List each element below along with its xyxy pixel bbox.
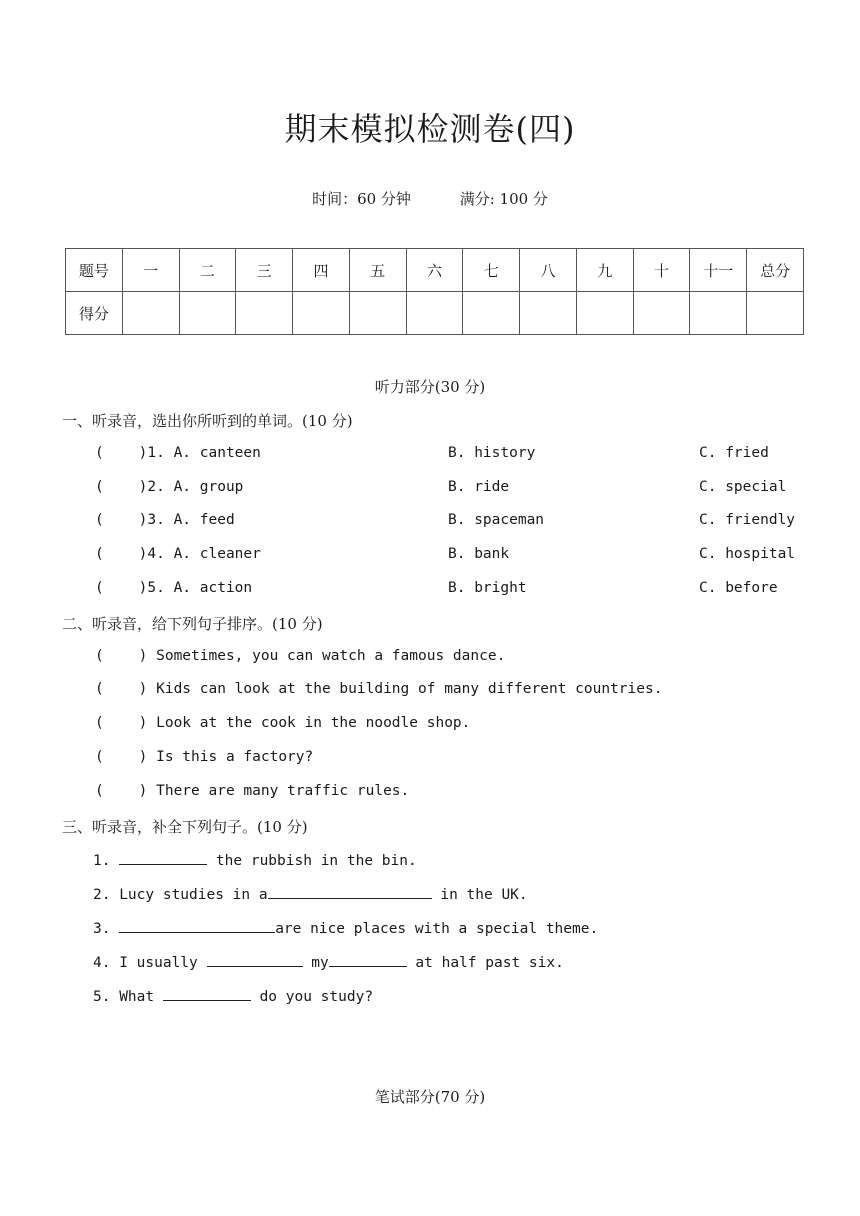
part1-option-c: C. fried bbox=[699, 445, 769, 461]
part1-option-c: C. hospital bbox=[699, 546, 796, 562]
sentence-text: at half past six. bbox=[406, 955, 564, 971]
part1-option-b: B. history bbox=[448, 445, 536, 461]
sentence-text: 3. bbox=[93, 921, 120, 937]
answer-blank[interactable] bbox=[119, 918, 275, 933]
part2-sentence: ( ) Sometimes, you can watch a famous dance. bbox=[95, 648, 506, 664]
part1-option-c: C. special bbox=[699, 479, 787, 495]
score-cell[interactable] bbox=[293, 292, 350, 335]
part3-sentence-3 bbox=[93, 918, 598, 937]
score-header-cell: 六 bbox=[406, 249, 463, 292]
sentence-text: do you study? bbox=[250, 989, 374, 1005]
sentence-text: in the UK. bbox=[431, 887, 528, 903]
part1-option-b: B. spaceman bbox=[448, 512, 545, 528]
score-cell[interactable] bbox=[349, 292, 406, 335]
score-table-score-row bbox=[66, 292, 804, 335]
sentence-text: 4. I usually bbox=[93, 955, 207, 971]
part1-item-number: ( )2. A. group bbox=[95, 479, 244, 495]
score-cell[interactable] bbox=[690, 292, 747, 335]
part2-heading: 二、听录音，给下列句子排序。(10 分) bbox=[62, 615, 323, 633]
time-limit: 时间：60 分钟 bbox=[312, 190, 411, 208]
score-cell[interactable] bbox=[747, 292, 804, 335]
part3-sentence-2 bbox=[93, 884, 528, 903]
part2-sentence: ( ) Kids can look at the building of many different countries. bbox=[95, 681, 663, 697]
part2-sentence: ( ) Is this a factory? bbox=[95, 749, 314, 765]
score-header-cell: 四 bbox=[293, 249, 350, 292]
score-table-header-row bbox=[66, 249, 804, 292]
writing-section-title: 笔试部分(70 分) bbox=[374, 1088, 486, 1106]
score-cell[interactable] bbox=[520, 292, 577, 335]
sentence-text: 5. What bbox=[93, 989, 163, 1005]
sentence-text: 2. Lucy studies in a bbox=[93, 887, 268, 903]
full-score: 满分: 100 分 bbox=[459, 190, 548, 208]
score-cell[interactable] bbox=[122, 292, 179, 335]
part1-item-number: ( )4. A. cleaner bbox=[95, 546, 261, 562]
part3-sentence-1 bbox=[93, 850, 417, 869]
part1-option-b: B. bank bbox=[448, 546, 510, 562]
sentence-text: the rubbish in the bin. bbox=[207, 853, 417, 869]
score-cell[interactable] bbox=[633, 292, 690, 335]
part1-item-number: ( )1. A. canteen bbox=[95, 445, 261, 461]
part1-item-number: ( )5. A. action bbox=[95, 580, 253, 596]
part3-sentence-4 bbox=[93, 952, 564, 971]
sentence-text: 1. bbox=[93, 853, 120, 869]
score-header-cell: 七 bbox=[463, 249, 520, 292]
score-cell[interactable] bbox=[236, 292, 293, 335]
score-header-cell: 九 bbox=[576, 249, 633, 292]
score-row-label: 得分 bbox=[66, 292, 123, 335]
score-cell[interactable] bbox=[406, 292, 463, 335]
score-header-cell: 五 bbox=[349, 249, 406, 292]
listening-section-title: 听力部分(30 分) bbox=[374, 378, 486, 396]
answer-blank[interactable] bbox=[207, 952, 303, 967]
score-header-cell: 十一 bbox=[690, 249, 747, 292]
part3-heading: 三、听录音，补全下列句子。(10 分) bbox=[62, 818, 308, 836]
score-cell[interactable] bbox=[179, 292, 236, 335]
part3-sentence-5 bbox=[93, 986, 373, 1005]
score-header-cell: 题号 bbox=[66, 249, 123, 292]
answer-blank[interactable] bbox=[268, 884, 432, 899]
exam-title: 期末模拟检测卷(四) bbox=[284, 110, 576, 148]
answer-blank[interactable] bbox=[119, 850, 207, 865]
score-header-cell: 一 bbox=[122, 249, 179, 292]
score-header-cell: 三 bbox=[236, 249, 293, 292]
score-header-cell: 二 bbox=[179, 249, 236, 292]
exam-meta bbox=[0, 188, 860, 209]
score-cell[interactable] bbox=[463, 292, 520, 335]
part1-option-c: C. before bbox=[699, 580, 778, 596]
score-header-cell: 八 bbox=[520, 249, 577, 292]
score-cell[interactable] bbox=[576, 292, 633, 335]
part1-option-c: C. friendly bbox=[699, 512, 796, 528]
answer-blank[interactable] bbox=[329, 952, 407, 967]
sentence-text: are nice places with a special theme. bbox=[275, 921, 599, 937]
part1-item-number: ( )3. A. feed bbox=[95, 512, 235, 528]
score-table bbox=[65, 248, 804, 335]
score-header-cell: 总分 bbox=[747, 249, 804, 292]
score-header-cell: 十 bbox=[633, 249, 690, 292]
part2-sentence: ( ) There are many traffic rules. bbox=[95, 783, 410, 799]
sentence-text: my bbox=[302, 955, 329, 971]
part1-option-b: B. ride bbox=[448, 479, 510, 495]
part1-heading: 一、听录音，选出你所听到的单词。(10 分) bbox=[62, 412, 353, 430]
part2-sentence: ( ) Look at the cook in the noodle shop. bbox=[95, 715, 471, 731]
part1-option-b: B. bright bbox=[448, 580, 527, 596]
answer-blank[interactable] bbox=[163, 986, 251, 1001]
